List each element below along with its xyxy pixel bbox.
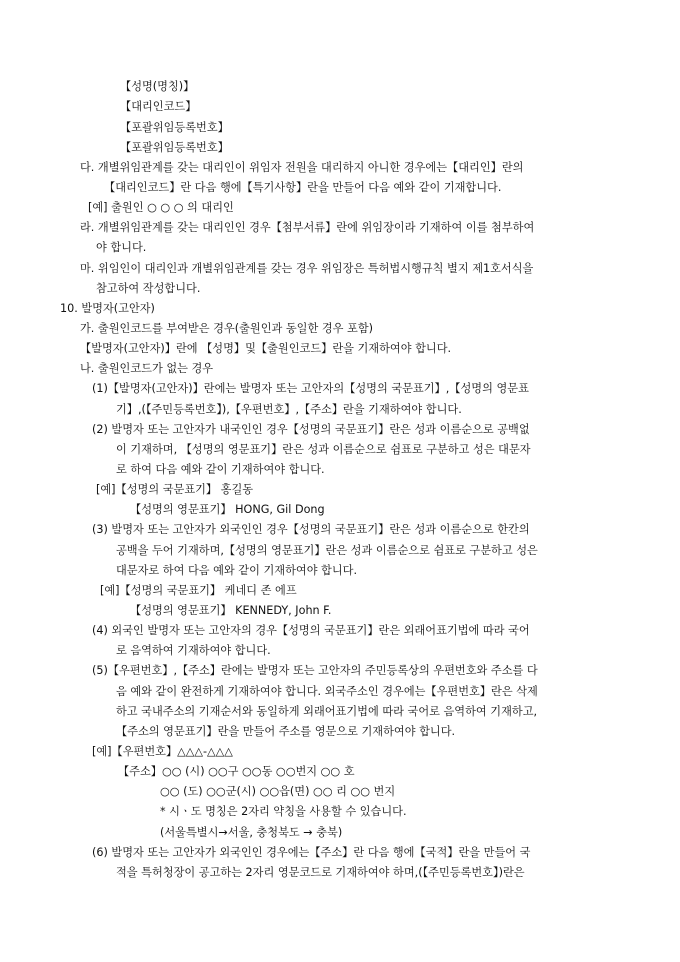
text-line: ○○ (도) ○○군(시) ○○읍(면) ○○ 리 ○○ 번지 bbox=[160, 785, 396, 798]
text-line: 이 기재하며, 【성명의 영문표기】란은 성과 이름순으로 쉼표로 구분하고 성은 대문자 bbox=[116, 443, 531, 456]
text-line: 대문자로 하여 다음 예와 같이 기재하여야 합니다. bbox=[116, 564, 358, 577]
text-line: (4) 외국인 발명자 또는 고안자의 경우【성명의 국문표기】란은 외래어표기법에 따라 국어 bbox=[92, 624, 530, 637]
text-line: 야 합니다. bbox=[96, 241, 147, 254]
text-line: (2) 발명자 또는 고안자가 내국인인 경우【성명의 국문표기】란은 성과 이름순으로 공백없 bbox=[92, 423, 530, 436]
text-line: 마. 위임인이 대리인과 개별위임관계를 갖는 경우 위임장은 특허법시행규칙 별지 제1호서식을 bbox=[80, 262, 534, 275]
text-line: (1)【발명자(고안자)】란에는 발명자 또는 고안자의【성명의 국문표기】,【성명의 영문표 bbox=[92, 382, 529, 395]
text-line: 【주소】○○ (시) ○○구 ○○동 ○○번지 ○○ 호 bbox=[118, 765, 355, 778]
text-line: 가. 출원인코드를 부여받은 경우(출원인과 동일한 경우 포함) bbox=[80, 322, 373, 335]
text-line: (6) 발명자 또는 고안자가 외국인인 경우에는【주소】란 다음 행에【국적】란을 만들어 국 bbox=[92, 846, 531, 859]
text-line: 【발명자(고안자)】란에 【성명】및【출원인코드】란을 기재하여야 합니다. bbox=[80, 342, 452, 355]
text-line: 【성명의 영문표기】 HONG, Gil Dong bbox=[130, 503, 325, 516]
text-line: [예]【우편번호】△△△-△△△ bbox=[92, 745, 233, 758]
text-line: [예]【성명의 국문표기】 케네디 존 에프 bbox=[100, 584, 297, 597]
text-line: 【성명(명칭)】 bbox=[120, 80, 195, 93]
text-line: [예] 출원인 ○ ○ ○ 의 대리인 bbox=[88, 201, 234, 214]
text-line: 【주소의 영문표기】란을 만들어 주소를 영문으로 기재하여야 합니다. bbox=[116, 725, 456, 738]
text-line: 공백을 두어 기재하며,【성명의 영문표기】란은 성과 이름순으로 쉼표로 구분하고 성은 bbox=[116, 544, 538, 557]
text-line: 하고 국내주소의 기재순서와 동일하게 외래어표기법에 따라 국어로 음역하여 기재하고, bbox=[116, 705, 538, 718]
text-line: 로 하여 다음 예와 같이 기재하여야 합니다. bbox=[116, 463, 325, 476]
text-line: 【대리인코드】 bbox=[120, 100, 197, 113]
text-line: 참고하여 작성합니다. bbox=[96, 282, 201, 295]
text-line: 음 예와 같이 완전하게 기재하여야 합니다. 외국주소인 경우에는【우편번호】란은 삭제 bbox=[116, 685, 538, 698]
text-line: 라. 개별위임관계를 갖는 대리인인 경우【첨부서류】란에 위임장이라 기재하여 이를 첨부하여 bbox=[80, 221, 535, 234]
text-line: 【성명의 영문표기】 KENNEDY, John F. bbox=[130, 604, 332, 617]
text-line: 기】,(【주민등록번호】),【우편번호】,【주소】란을 기재하여야 합니다. bbox=[116, 403, 462, 416]
text-line: (서울특별시→서울, 충청북도 → 충북) bbox=[160, 826, 343, 839]
text-line: 적을 특허청장이 공고하는 2자리 영문코드로 기재하여야 하며,(【주민등록번호】)란은 bbox=[116, 866, 525, 879]
text-line: [예]【성명의 국문표기】 홍길동 bbox=[96, 483, 254, 496]
text-line: 【포괄위임등록번호】 bbox=[120, 141, 229, 154]
text-line: 나. 출원인코드가 없는 경우 bbox=[80, 362, 214, 375]
text-line: * 시ㆍ도 명칭은 2자리 약칭을 사용할 수 있습니다. bbox=[160, 805, 407, 818]
text-line: (3) 발명자 또는 고안자가 외국인인 경우【성명의 국문표기】란은 성과 이름순으로 한칸의 bbox=[92, 523, 530, 536]
text-line: 로 음역하여 기재하여야 합니다. bbox=[116, 644, 271, 657]
text-line: 【포괄위임등록번호】 bbox=[120, 121, 229, 134]
text-line: 다. 개별위임관계를 갖는 대리인이 위임자 전원을 대리하지 아니한 경우에는【대리인】란의 bbox=[80, 161, 524, 174]
text-line: 【대리인코드】란 다음 행에【특기사항】란을 만들어 다음 예와 같이 기재합니다. bbox=[104, 181, 502, 194]
text-line: (5)【우편번호】,【주소】란에는 발명자 또는 고안자의 주민등록상의 우편번호와 주소를 다 bbox=[92, 664, 538, 677]
section-heading: 10. 발명자(고안자) bbox=[60, 302, 155, 315]
